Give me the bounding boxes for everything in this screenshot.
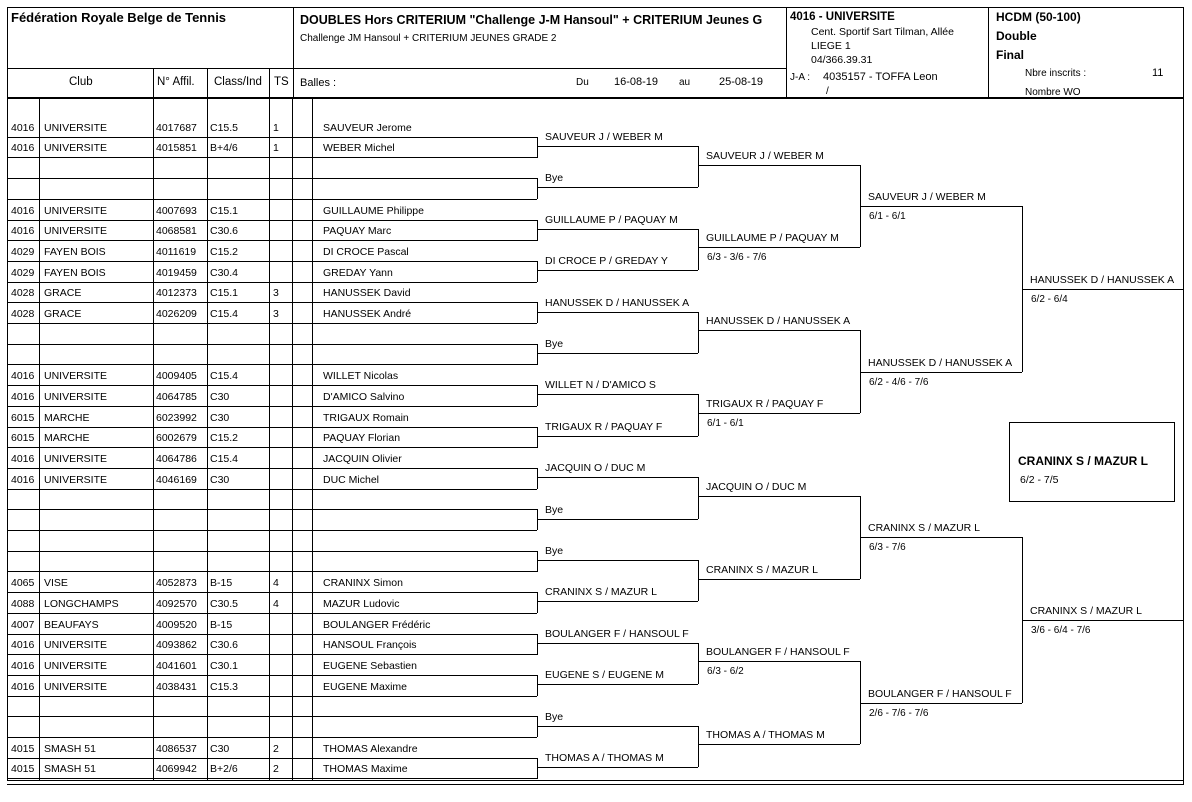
cell-club-code: 4016 (11, 474, 35, 486)
cell-club-name: LONGCHAMPS (44, 598, 119, 610)
round4-name: CRANINX S / MAZUR L (1030, 605, 1143, 617)
round1-connector (698, 312, 699, 353)
cell-club-code: 4015 (11, 743, 35, 755)
ja-extra: / (826, 86, 829, 97)
col-header-class: Class/Ind (214, 76, 262, 88)
du-label: Du (576, 77, 589, 88)
cell-club-code: 4016 (11, 391, 35, 403)
wo-label: Nombre WO (1025, 87, 1081, 98)
cell-club-name: MARCHE (44, 432, 90, 444)
cell-club-name: GRACE (44, 308, 82, 320)
cell-affiliation: 6023992 (156, 412, 197, 424)
cell-club-code: 4029 (11, 246, 35, 258)
cell-club-code: 4065 (11, 577, 35, 589)
cell-seed: 1 (273, 142, 279, 154)
cell-seed: 4 (273, 598, 279, 610)
cell-classification: B-15 (210, 577, 233, 589)
round3-score: 2/6 - 7/6 - 7/6 (869, 708, 929, 719)
cell-player-name: MAZUR Ludovic (323, 598, 400, 610)
cell-classification: C30 (210, 391, 230, 403)
round1-name: Bye (545, 545, 564, 557)
date-from: 16-08-19 (614, 76, 659, 88)
round1-connector (698, 643, 699, 684)
cell-club-name: UNIVERSITE (44, 639, 108, 651)
cell-classification: C15.4 (210, 453, 239, 465)
col-header-club: Club (69, 76, 93, 88)
round1-connector (698, 146, 699, 187)
cell-affiliation: 4038431 (156, 681, 197, 693)
cell-affiliation: 6002679 (156, 432, 197, 444)
cell-club-code: 4016 (11, 142, 35, 154)
round1-name: BOULANGER F / HANSOUL F (545, 628, 689, 640)
cell-player-name: HANUSSEK André (323, 308, 412, 320)
cell-player-name: GUILLAUME Philippe (323, 205, 424, 217)
cell-player-name: DI CROCE Pascal (323, 246, 409, 258)
club-city: LIEGE 1 (811, 40, 851, 52)
round1-connector (698, 560, 699, 601)
au-label: au (679, 77, 691, 88)
cell-club-code: 4029 (11, 267, 35, 279)
round1-line (537, 146, 698, 147)
round1-line (537, 601, 698, 602)
round1-name: Bye (545, 338, 564, 350)
cell-seed: 4 (273, 577, 279, 589)
round3-line (860, 537, 1022, 538)
cell-player-name: GREDAY Yann (323, 267, 393, 279)
cell-club-name: UNIVERSITE (44, 474, 108, 486)
round1-name: THOMAS A / THOMAS M (545, 752, 664, 764)
round2-score: 6/1 - 6/1 (707, 418, 744, 429)
round1-line (537, 560, 698, 561)
cell-player-name: D'AMICO Salvino (323, 391, 405, 403)
round1-connector (698, 726, 699, 767)
cell-classification: C30.5 (210, 598, 239, 610)
club-address: Cent. Sportif Sart Tilman, Allée (811, 26, 954, 38)
cell-affiliation: 4015851 (156, 142, 197, 154)
cell-affiliation: 4009520 (156, 619, 197, 631)
cell-affiliation: 4092570 (156, 598, 197, 610)
round1-line (537, 353, 698, 354)
round1-line (537, 187, 698, 188)
col-header-ts: TS (274, 76, 289, 88)
round3-name: CRANINX S / MAZUR L (868, 522, 981, 534)
winner-name: CRANINX S / MAZUR L (1018, 454, 1148, 468)
cell-classification: B+4/6 (210, 142, 238, 154)
round2-score: 6/3 - 3/6 - 7/6 (707, 252, 767, 263)
round1-name: Bye (545, 711, 564, 723)
cell-club-name: UNIVERSITE (44, 225, 108, 237)
cell-classification: C15.5 (210, 122, 239, 134)
category: HCDM (50-100) (996, 10, 1081, 24)
round1-line (537, 477, 698, 478)
round3-score: 6/2 - 4/6 - 7/6 (869, 377, 929, 388)
cell-affiliation: 4012373 (156, 287, 197, 299)
cell-club-name: UNIVERSITE (44, 391, 108, 403)
round2-line (698, 165, 860, 166)
round3-name: BOULANGER F / HANSOUL F (868, 688, 1012, 700)
cell-club-code: 4016 (11, 370, 35, 382)
cell-club-name: UNIVERSITE (44, 453, 108, 465)
round3-score: 6/3 - 7/6 (869, 542, 906, 553)
round1-name: Bye (545, 172, 564, 184)
cell-player-name: HANUSSEK David (323, 287, 411, 299)
event-title: DOUBLES Hors CRITERIUM "Challenge J-M Hansoul" + CRITERIUM Jeunes G (300, 13, 763, 27)
cell-player-name: THOMAS Alexandre (323, 743, 418, 755)
round2-name: GUILLAUME P / PAQUAY M (706, 232, 839, 244)
cell-club-name: SMASH 51 (44, 743, 96, 755)
round1-name: HANUSSEK D / HANUSSEK A (545, 297, 690, 309)
club-code-name: 4016 - UNIVERSITE (790, 11, 895, 23)
cell-seed: 3 (273, 308, 279, 320)
cell-player-name: PAQUAY Florian (323, 432, 401, 444)
cell-affiliation: 4068581 (156, 225, 197, 237)
round2-line (698, 330, 860, 331)
cell-club-name: UNIVERSITE (44, 370, 108, 382)
inscrits-value: 11 (1152, 67, 1164, 79)
cell-club-code: 4016 (11, 205, 35, 217)
cell-classification: C15.2 (210, 246, 239, 258)
round3-line (860, 206, 1022, 207)
cell-player-name: TRIGAUX Romain (323, 412, 409, 424)
round1-line (537, 684, 698, 685)
cell-club-name: FAYEN BOIS (44, 246, 106, 258)
cell-player-name: WEBER Michel (323, 142, 395, 154)
round2-line (698, 744, 860, 745)
cell-club-code: 4028 (11, 287, 35, 299)
round1-connector (698, 477, 699, 519)
round1-name: JACQUIN O / DUC M (545, 462, 646, 474)
cell-player-name: EUGENE Sebastien (323, 660, 417, 672)
round2-score: 6/3 - 6/2 (707, 666, 744, 677)
round1-name: GUILLAUME P / PAQUAY M (545, 214, 678, 226)
balles-label: Balles : (300, 77, 337, 89)
round3-line (860, 703, 1022, 704)
round4-line (1022, 289, 1183, 290)
cell-classification: B+2/6 (210, 763, 238, 775)
cell-classification: C30 (210, 412, 230, 424)
cell-affiliation: 4064785 (156, 391, 197, 403)
round3-name: SAUVEUR J / WEBER M (868, 191, 986, 203)
cell-club-name: UNIVERSITE (44, 681, 108, 693)
cell-classification: C15.1 (210, 205, 239, 217)
cell-club-name: GRACE (44, 287, 82, 299)
round2-line (698, 661, 860, 662)
cell-affiliation: 4052873 (156, 577, 197, 589)
round2-line (698, 579, 860, 580)
cell-seed: 2 (273, 743, 279, 755)
round4-line (1022, 620, 1183, 621)
cell-player-name: BOULANGER Frédéric (323, 619, 431, 631)
cell-affiliation: 4011619 (156, 246, 197, 258)
cell-classification: C30 (210, 743, 230, 755)
round1-line (537, 726, 698, 727)
cell-club-code: 6015 (11, 432, 35, 444)
round1-name: DI CROCE P / GREDAY Y (545, 255, 668, 267)
round2-line (698, 496, 860, 497)
cell-player-name: THOMAS Maxime (323, 763, 408, 775)
cell-player-name: JACQUIN Olivier (323, 453, 402, 465)
round1-line (537, 229, 698, 230)
round4-name: HANUSSEK D / HANUSSEK A (1030, 274, 1175, 286)
round3-name: HANUSSEK D / HANUSSEK A (868, 357, 1013, 369)
round1-name: WILLET N / D'AMICO S (545, 379, 656, 391)
cell-club-name: BEAUFAYS (44, 619, 99, 631)
cell-club-code: 4016 (11, 122, 35, 134)
cell-player-name: CRANINX Simon (323, 577, 403, 589)
round2-name: TRIGAUX R / PAQUAY F (706, 398, 824, 410)
ja-value: 4035157 - TOFFA Leon (823, 71, 938, 83)
round2-line (698, 247, 860, 248)
federation-title: Fédération Royale Belge de Tennis (11, 10, 227, 25)
cell-club-name: MARCHE (44, 412, 90, 424)
cell-affiliation: 4026209 (156, 308, 197, 320)
cell-player-name: WILLET Nicolas (323, 370, 399, 382)
round1-name: SAUVEUR J / WEBER M (545, 131, 663, 143)
cell-club-code: 4016 (11, 639, 35, 651)
cell-classification: C30 (210, 474, 230, 486)
cell-affiliation: 4007693 (156, 205, 197, 217)
cell-affiliation: 4041601 (156, 660, 197, 672)
cell-club-name: UNIVERSITE (44, 122, 108, 134)
cell-player-name: HANSOUL François (323, 639, 417, 651)
cell-affiliation: 4009405 (156, 370, 197, 382)
cell-club-name: UNIVERSITE (44, 205, 108, 217)
round4-score: 3/6 - 6/4 - 7/6 (1031, 625, 1091, 636)
cell-classification: C15.4 (210, 308, 239, 320)
draw-type: Double (996, 29, 1037, 43)
round1-name: CRANINX S / MAZUR L (545, 586, 658, 598)
cell-classification: C15.2 (210, 432, 239, 444)
cell-club-name: UNIVERSITE (44, 660, 108, 672)
cell-classification: B-15 (210, 619, 233, 631)
cell-club-code: 4016 (11, 453, 35, 465)
cell-seed: 2 (273, 763, 279, 775)
cell-affiliation: 4093862 (156, 639, 197, 651)
ja-label: J-A : (790, 72, 811, 83)
cell-classification: C15.3 (210, 681, 239, 693)
cell-classification: C30.6 (210, 639, 239, 651)
cell-affiliation: 4086537 (156, 743, 197, 755)
round1-line (537, 312, 698, 313)
event-subtitle: Challenge JM Hansoul + CRITERIUM JEUNES GRADE 2 (300, 33, 557, 44)
round2-name: SAUVEUR J / WEBER M (706, 150, 824, 162)
cell-classification: C30.1 (210, 660, 239, 672)
club-phone: 04/366.39.31 (811, 54, 873, 66)
round3-line (860, 372, 1022, 373)
cell-club-code: 6015 (11, 412, 35, 424)
cell-player-name: SAUVEUR Jerome (323, 122, 412, 134)
round1-line (537, 643, 698, 644)
cell-affiliation: 4064786 (156, 453, 197, 465)
cell-club-name: UNIVERSITE (44, 142, 108, 154)
cell-club-code: 4028 (11, 308, 35, 320)
cell-classification: C30.6 (210, 225, 239, 237)
round2-name: JACQUIN O / DUC M (706, 481, 807, 493)
cell-classification: C30.4 (210, 267, 239, 279)
round1-name: TRIGAUX R / PAQUAY F (545, 421, 663, 433)
inscrits-label: Nbre inscrits : (1025, 68, 1087, 79)
winner-score: 6/2 - 7/5 (1020, 474, 1059, 486)
cell-affiliation: 4017687 (156, 122, 197, 134)
cell-classification: C15.4 (210, 370, 239, 382)
cell-club-code: 4016 (11, 681, 35, 693)
cell-affiliation: 4046169 (156, 474, 197, 486)
cell-club-name: VISE (44, 577, 68, 589)
round1-name: EUGENE S / EUGENE M (545, 669, 665, 681)
round1-line (537, 519, 698, 520)
round1-line (537, 270, 698, 271)
round2-name: CRANINX S / MAZUR L (706, 564, 819, 576)
round1-line (537, 394, 698, 395)
round2-name: BOULANGER F / HANSOUL F (706, 646, 850, 658)
cell-affiliation: 4069942 (156, 763, 197, 775)
cell-club-code: 4088 (11, 598, 35, 610)
round1-connector (698, 229, 699, 270)
cell-club-name: FAYEN BOIS (44, 267, 106, 279)
cell-classification: C15.1 (210, 287, 239, 299)
cell-seed: 3 (273, 287, 279, 299)
cell-player-name: PAQUAY Marc (323, 225, 392, 237)
round3-score: 6/1 - 6/1 (869, 211, 906, 222)
round1-name: Bye (545, 504, 564, 516)
round1-connector (698, 394, 699, 436)
cell-club-name: SMASH 51 (44, 763, 96, 775)
cell-affiliation: 4019459 (156, 267, 197, 279)
round1-line (537, 767, 698, 768)
round4-score: 6/2 - 6/4 (1031, 294, 1068, 305)
cell-player-name: DUC Michel (323, 474, 380, 486)
col-header-affil: N° Affil. (157, 76, 195, 88)
date-to: 25-08-19 (719, 76, 764, 88)
round2-name: THOMAS A / THOMAS M (706, 729, 825, 741)
cell-club-code: 4007 (11, 619, 35, 631)
round2-line (698, 413, 860, 414)
cell-club-code: 4016 (11, 660, 35, 672)
cell-club-code: 4015 (11, 763, 35, 775)
cell-seed: 1 (273, 122, 279, 134)
cell-player-name: EUGENE Maxime (323, 681, 408, 693)
round1-line (537, 436, 698, 437)
draw-stage: Final (996, 48, 1025, 62)
round2-name: HANUSSEK D / HANUSSEK A (706, 315, 851, 327)
cell-club-code: 4016 (11, 225, 35, 237)
